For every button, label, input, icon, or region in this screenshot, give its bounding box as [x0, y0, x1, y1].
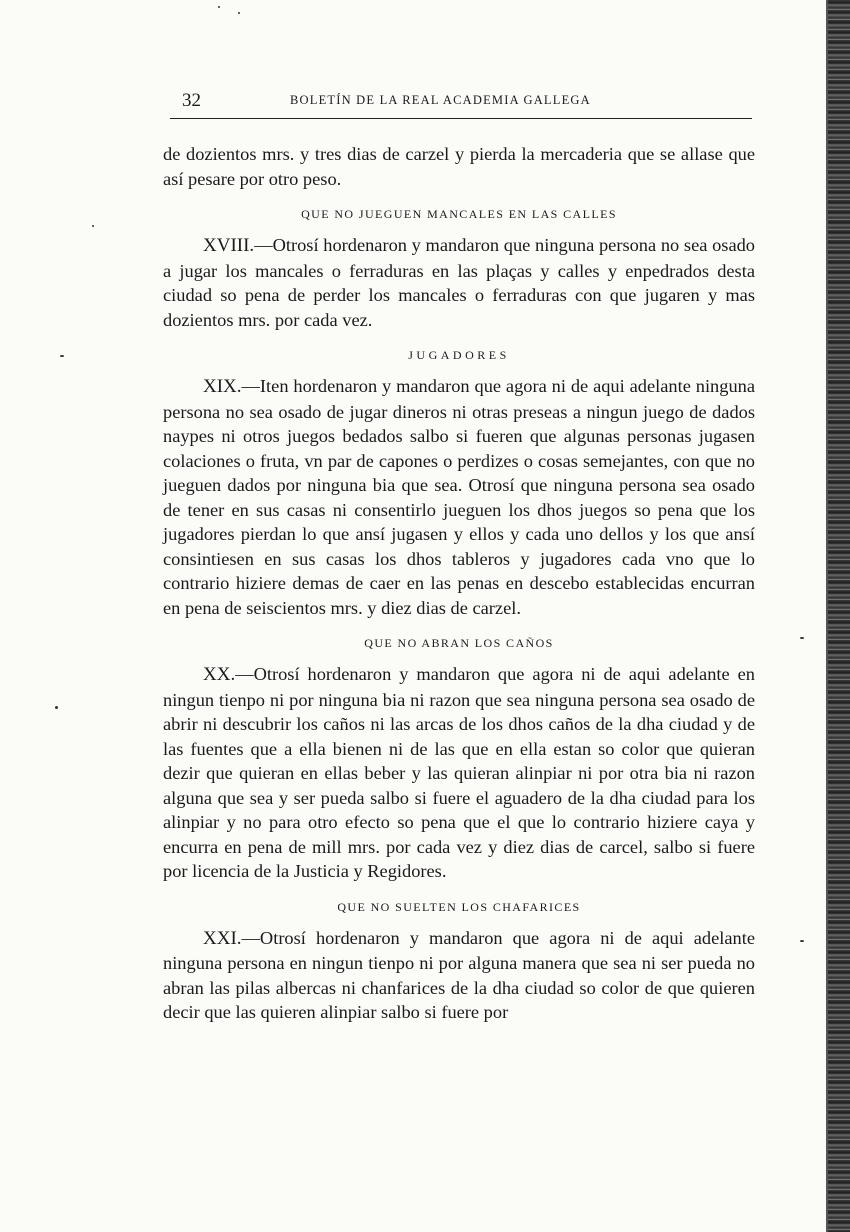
paragraph-text: —Iten hordenaron y mandaron que agora ni de aqui adelante ninguna persona no sea osado de jugar dineros ni otras preseas a ningun juego de dados naypes ni otros juegos bedados salbo si fueren que algunas personas jugasen colaciones o fruta, vn par de capones o perdizes o cosas semejantes, con que no jueguen dados por ninguna bia que sea. Otrosí que ninguna persona sea osado de tener en sus casas ni consentirlo jueguen los dhos juegos so pena que los jugadores pierdan lo que ansí jugasen y ellos y cada uno dellos y los que ansí consintiesen en sus casas los dhos tableros y jugadores cada vno que lo contrario hiziere demas de caer en las penas en descebo establecidas encurran en pena de seiscientos mrs. y diez dias de carzel. — [163, 376, 755, 618]
scan-speck — [60, 355, 64, 357]
scan-speck — [55, 706, 58, 709]
section-heading: JUGADORES — [408, 348, 510, 362]
section-paragraph — [163, 662, 755, 884]
scan-speck — [800, 637, 804, 639]
section-heading: QUE NO SUELTEN LOS CHAFARICES — [337, 899, 581, 914]
paragraph-number: XIX. — [203, 376, 242, 397]
section-paragraph — [163, 926, 755, 1025]
scan-speck — [800, 940, 804, 942]
section-paragraph — [163, 233, 755, 332]
body-text — [163, 142, 755, 1025]
paragraph-number: XX. — [203, 664, 236, 685]
paragraph-number: XVIII. — [203, 235, 255, 256]
paragraph-text: —Otrosí hordenaron y mandaron que ninguna persona no sea osado a jugar los mancales o ferraduras en las plaças y calles y enpedrados desta ciudad so pena de perder los mancales o ferraduras con que jugaren y mas dozientos mrs. por cada vez. — [163, 235, 755, 330]
paragraph-text: —Otrosí hordenaron y mandaron que agora ni de aqui adelante en ningun tienpo ni por ninguna bia ni razon que sea ninguna persona sea osado de abrir ni descubrir los caños ni las arcas de los dhos caños de la dha ciudad y de las fuentes que a ella bienen ni de las que en ella estan so color que quieran dezir que quieran en ellas beber y las quieran alinpiar ni por otra bia ni razon alguna que sea y ser pueda salbo si fuere el aguadero de la dha ciudad para los alinpiar y no para otro efecto so pena que el que lo contrario hiziere caya y encurra en pena de mill mrs. por cada vez y diez dias de carcel, salbo si fuere por licencia de la Justicia y Regidores. — [163, 664, 755, 881]
section-heading: QUE NO ABRAN LOS CAÑOS — [364, 636, 554, 650]
page-number: 32 — [182, 90, 201, 111]
running-title: BOLETÍN DE LA REAL ACADEMIA GALLEGA — [290, 93, 591, 107]
intro-paragraph: de dozientos mrs. y tres dias de carzel y pierda la mercaderia que se allase que así pesare por otro peso. — [163, 144, 755, 189]
section-paragraph — [163, 374, 755, 620]
page-edge — [828, 0, 850, 1232]
scan-speck — [238, 12, 240, 14]
header-rule — [170, 118, 752, 119]
scan-speck — [92, 225, 94, 227]
section-heading: QUE NO JUEGUEN MANCALES EN LAS CALLES — [301, 207, 617, 221]
scan-speck — [218, 6, 220, 8]
paragraph-text: —Otrosí hordenaron y mandaron que agora ni de aqui adelante ninguna persona en ningun tienpo ni por alguna manera que sea ni ser pueda no abran las pilas albercas ni chanfarices de la dha ciudad so color de que quieren decir que las quieren alinpiar salbo si fuere por — [163, 927, 755, 1022]
paragraph-number: XXI. — [203, 927, 242, 949]
page-header — [182, 90, 752, 114]
